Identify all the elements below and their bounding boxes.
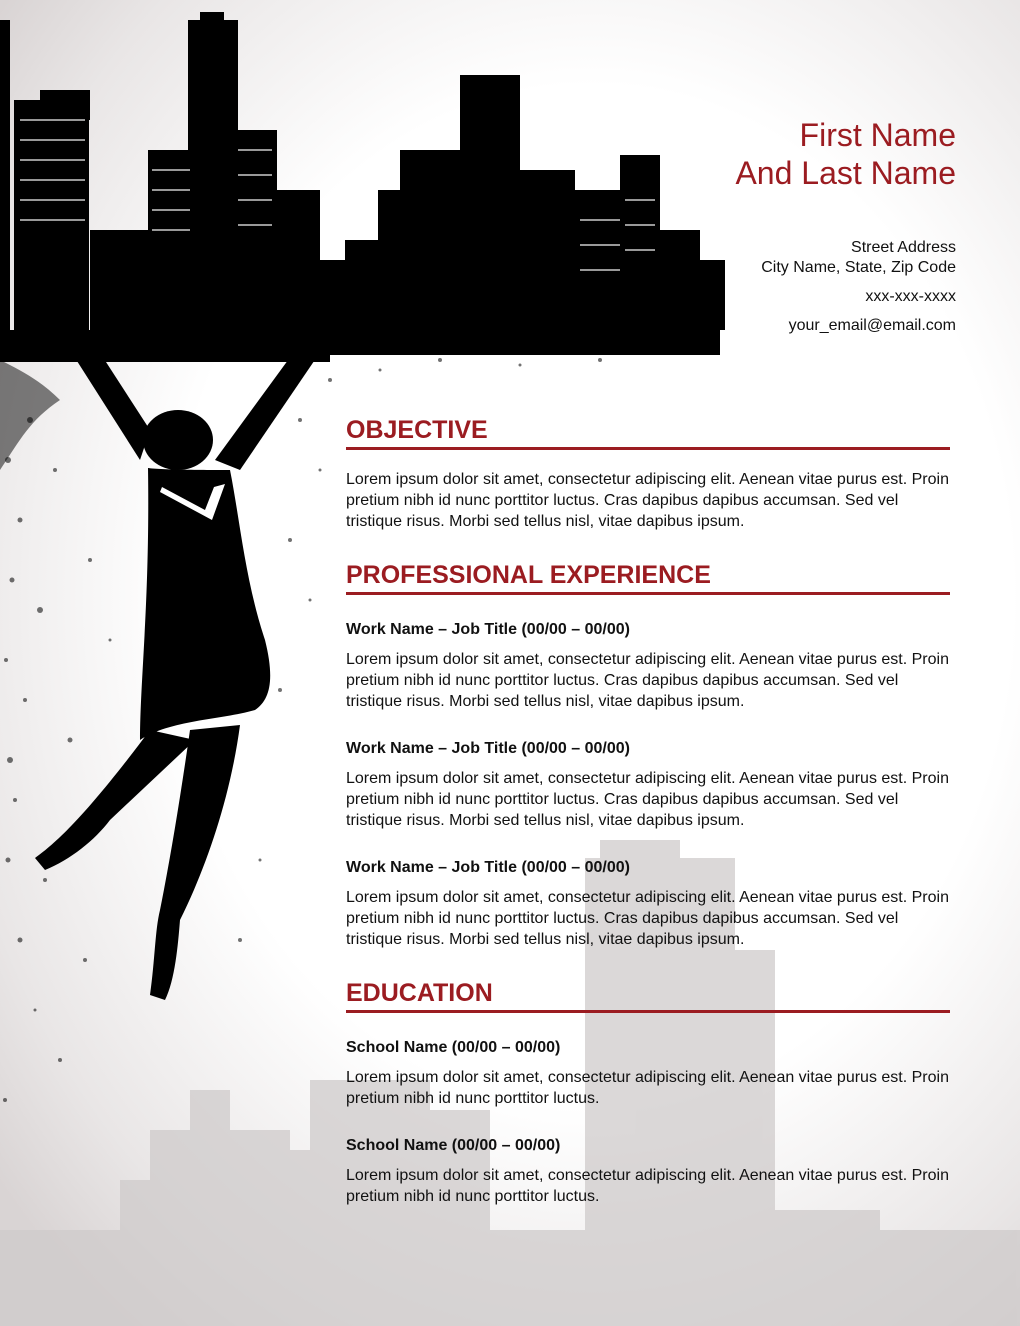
objective-text: Lorem ipsum dolor sit amet, consectetur adipiscing elit. Aenean vitae purus est. Proin pretium nibh id nunc porttitor luctus. Cras dapibus dapibus accumsan. Sed vel tristique risus. Morbi sed tellus nisl, vitae dapibus ipsum. <box>346 471 949 530</box>
job-description-3: Lorem ipsum dolor sit amet, consectetur adipiscing elit. Aenean vitae purus est. Proin pretium nibh id nunc porttitor luctus. Cras dapibus dapibus accumsan. Sed vel tristique risus. Morbi sed tellus nisl, vitae dapibus ipsum. <box>346 889 949 948</box>
city-state-zip: City Name, State, Zip Code <box>761 259 956 276</box>
job-title-1: Work Name – Job Title (00/00 – 00/00) <box>346 621 630 638</box>
job-description-1: Lorem ipsum dolor sit amet, consectetur adipiscing elit. Aenean vitae purus est. Proin pretium nibh id nunc porttitor luctus. Cras dapibus dapibus accumsan. Sed vel tristique risus. Morbi sed tellus nisl, vitae dapibus ipsum. <box>346 651 949 710</box>
objective-heading: OBJECTIVE <box>346 415 950 450</box>
school-description-2: Lorem ipsum dolor sit amet, consectetur adipiscing elit. Aenean vitae purus est. Proin pretium nibh id nunc porttitor luctus. <box>346 1167 949 1205</box>
experience-heading: PROFESSIONAL EXPERIENCE <box>346 560 950 595</box>
applicant-name <box>735 116 956 192</box>
email-address: your_email@email.com <box>788 317 956 334</box>
job-description-2: Lorem ipsum dolor sit amet, consectetur adipiscing elit. Aenean vitae purus est. Proin pretium nibh id nunc porttitor luctus. Cras dapibus dapibus accumsan. Sed vel tristique risus. Morbi sed tellus nisl, vitae dapibus ipsum. <box>346 770 949 829</box>
name-line-second: And Last Name <box>735 155 956 191</box>
jumping-woman-silhouette-icon <box>35 330 325 1000</box>
school-description-1: Lorem ipsum dolor sit amet, consectetur adipiscing elit. Aenean vitae purus est. Proin pretium nibh id nunc porttitor luctus. <box>346 1069 949 1107</box>
school-name-2: School Name (00/00 – 00/00) <box>346 1137 561 1154</box>
job-title-3: Work Name – Job Title (00/00 – 00/00) <box>346 859 630 876</box>
job-title-2: Work Name – Job Title (00/00 – 00/00) <box>346 740 630 757</box>
resume-content <box>346 415 950 1207</box>
name-line-first: First Name <box>799 117 956 153</box>
city-skyline-icon <box>0 12 725 362</box>
street-address: Street Address <box>851 239 956 256</box>
phone-number: xxx-xxx-xxxx <box>865 288 956 305</box>
education-heading: EDUCATION <box>346 978 950 1013</box>
contact-block <box>761 238 956 336</box>
school-name-1: School Name (00/00 – 00/00) <box>346 1039 561 1056</box>
